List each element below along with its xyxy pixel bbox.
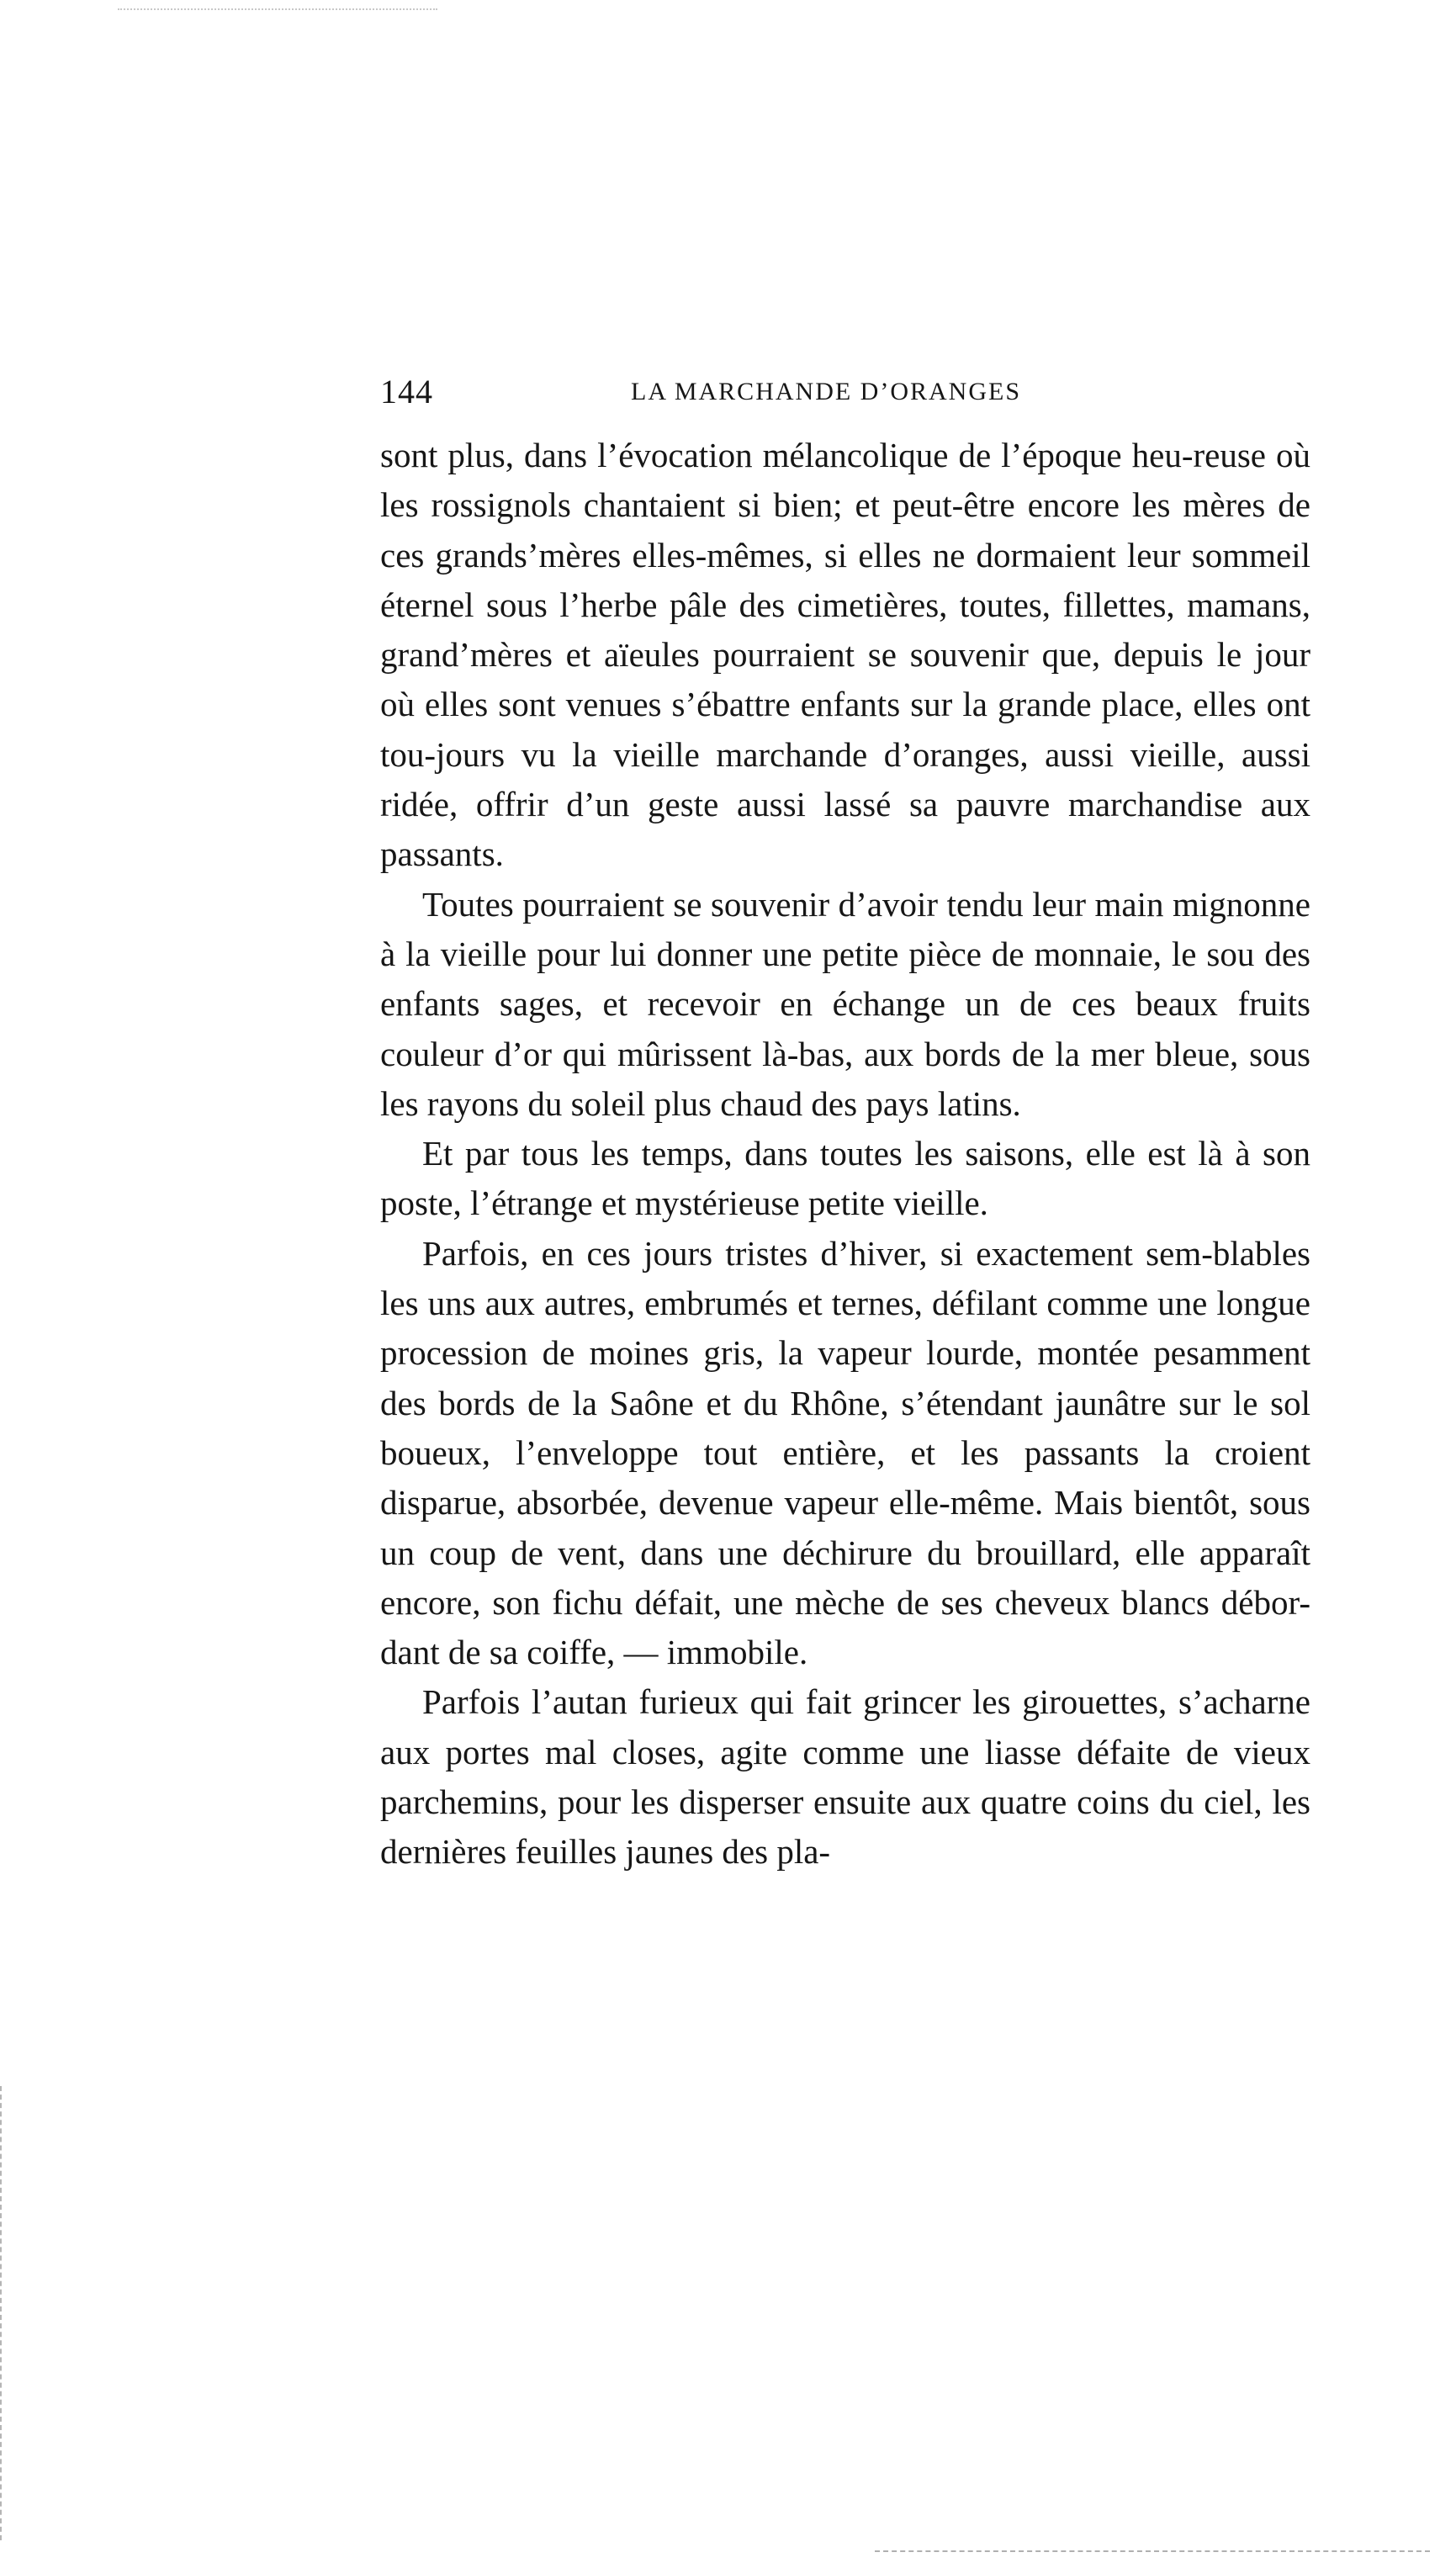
paragraph-continuation: sont plus, dans l’évocation mélancolique de l’époque heu-reuse où les rossignols chantaient si bien; et peut-être encore les mères de ces grands’mères elles-mêmes, si elles ne dormaient leur sommeil éternel sous l’herbe pâle des cimetières, toutes, fillettes, mamans, grand’mères et aïeules pourraient se souvenir que, depuis le jour où elles sont venues s’ébattre enfants sur la grande place, elles ont tou-jours vu la vieille marchande d’oranges, aussi vieille, aussi ridée, offrir d’un geste aussi lassé sa pauvre marchandise aux passants. [380,436,1310,874]
scan-artifact-top [118,8,437,12]
scan-artifact-bottom [875,2550,1430,2554]
paragraph: Parfois, en ces jours tristes d’hiver, si exactement sem-blables les uns aux autres, embrumés et ternes, défilant comme une longue procession de moines gris, la vapeur lourde, montée pesamment des bords de la Saône et du Rhône, s’étendant jaunâtre sur le sol boueux, l’enveloppe tout entière, et les passants la croient disparue, absorbée, devenue vapeur elle-même. Mais bientôt, sous un coup de vent, dans une déchirure du brouillard, elle apparaît encore, son fichu défait, une mèche de ses cheveux blancs débor-dant de sa coiffe, — immobile. [380,1233,1310,1672]
paragraph: Toutes pourraient se souvenir d’avoir tendu leur main mignonne à la vieille pour lui donner une petite pièce de monnaie, le sou des enfants sages, et recevoir en échange un de ces beaux fruits couleur d’or qui mûrissent là-bas, aux bords de la mer bleue, sous les rayons du soleil plus chaud des pays latins. [380,884,1310,1123]
paragraph: Parfois l’autan furieux qui fait grincer les girouettes, s’acharne aux portes mal closes, agite comme une liasse défaite de vieux parchemins, pour les disperser ensuite aux quatre coins du ciel, les dernières feuilles jaunes des pla- [380,1682,1310,1872]
scan-artifact-left-edge [0,2086,7,2540]
page-number: 144 [380,373,433,410]
running-title: LA MARCHANDE D’ORANGES [631,378,1022,405]
body-text [380,431,1310,1877]
paragraph: Et par tous les temps, dans toutes les saisons, elle est là à son poste, l’étrange et mystérieuse petite vieille. [380,1134,1310,1223]
page-header [380,367,1310,417]
